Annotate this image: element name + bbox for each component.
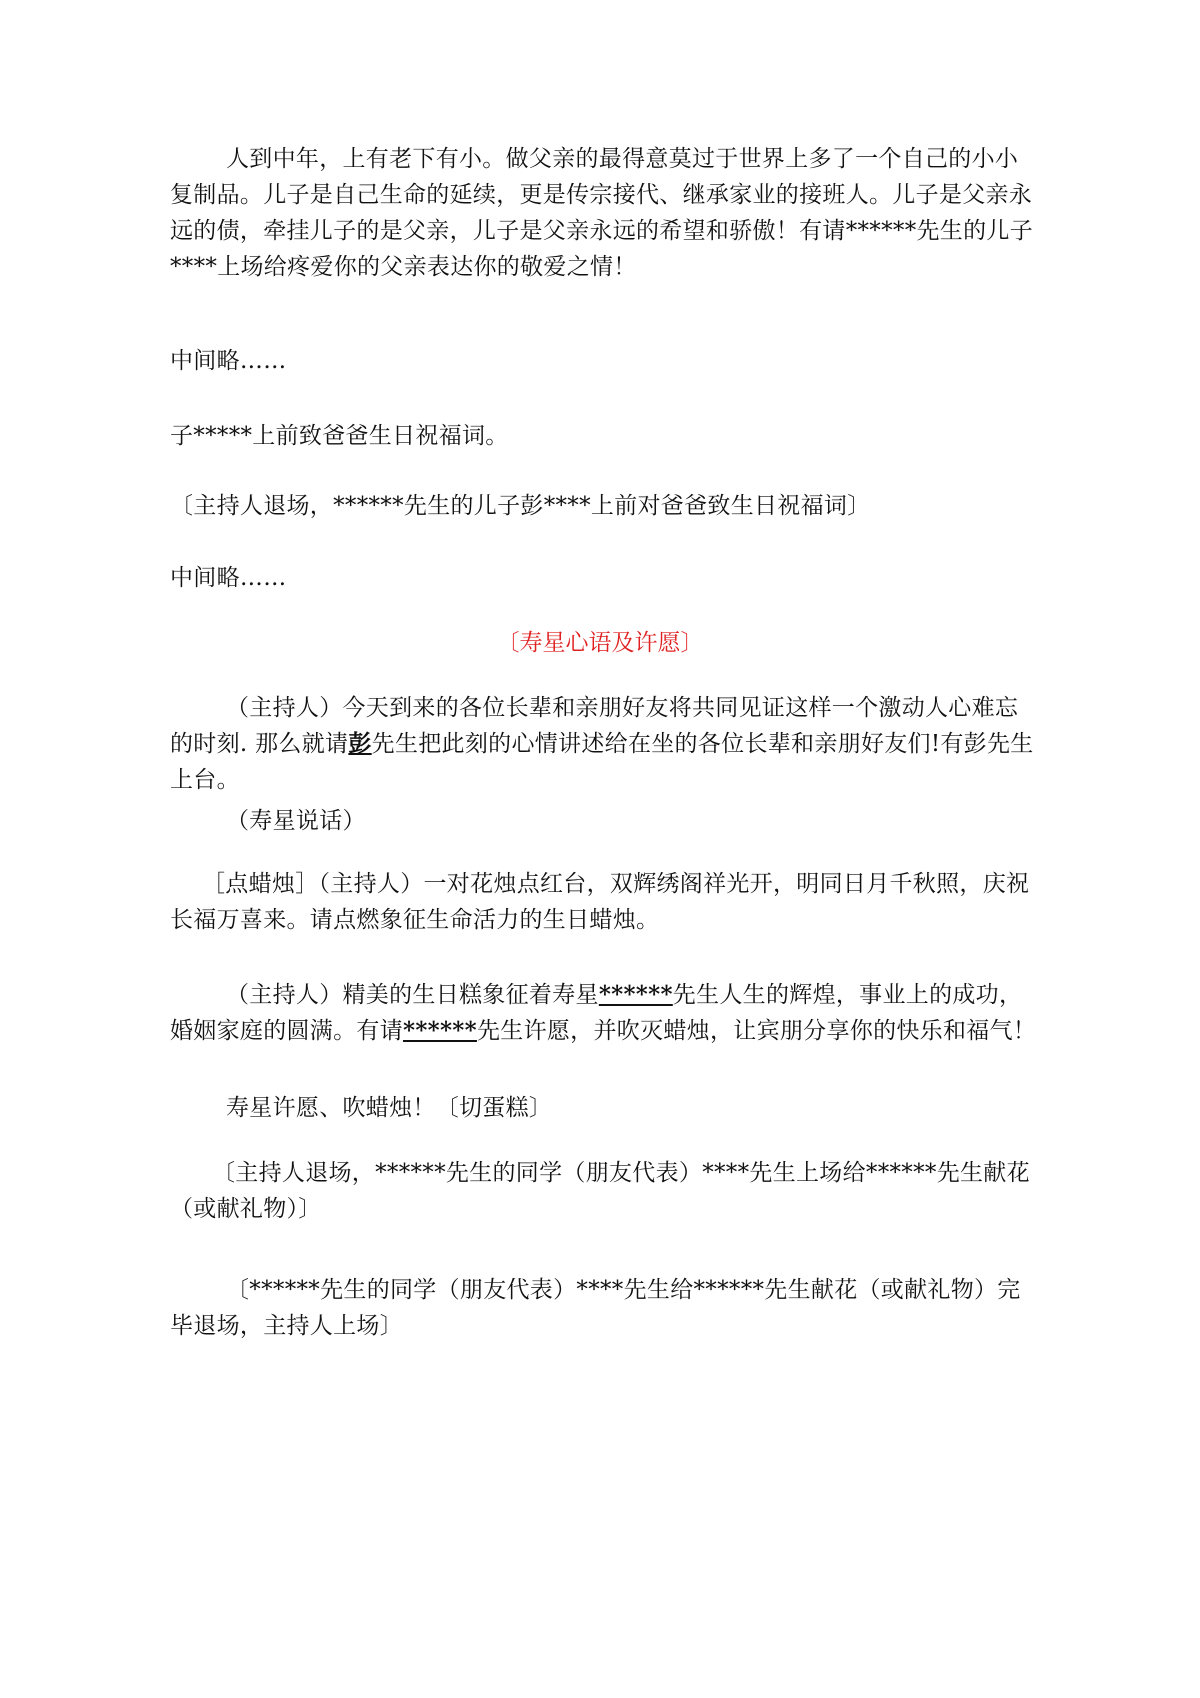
paragraph-birthday-speech: （寿星说话） bbox=[226, 808, 366, 834]
surname-emphasis: 彭 bbox=[348, 730, 372, 757]
host-invite-text-1: （主持人）今天到来的各位长辈和亲朋好友将共同见证这样一个激动人心难忘的时刻. 那么就请 bbox=[170, 695, 1019, 757]
host-invite-text-2: 先生把此刻的心情讲述给在坐的各位长辈和亲朋好友们!有彭先生上台。 bbox=[170, 731, 1034, 793]
paragraph-son-blessing: 子*****上前致爸爸生日祝福词。 bbox=[170, 423, 509, 449]
name-placeholder-2: ****** bbox=[403, 1017, 477, 1044]
paragraph-host-invite bbox=[170, 690, 1040, 798]
paragraph-friend-exit: 〔******先生的同学（朋友代表）****先生给******先生献花（或献礼物）完毕退场，主持人上场〕 bbox=[170, 1277, 1021, 1339]
cake-text-1: （主持人）精美的生日糕象征着寿星 bbox=[226, 982, 599, 1008]
paragraph-omitted-1: 中间略…… bbox=[170, 348, 287, 374]
paragraph-omitted-2: 中间略…… bbox=[170, 565, 287, 591]
paragraph-stage-direction-son: 〔主持人退场，******先生的儿子彭****上前对爸爸致生日祝福词〕 bbox=[170, 493, 871, 519]
paragraph-light-candles: ［点蜡烛］（主持人）一对花烛点红台，双辉绣阁祥光开，明同日月千秋照，庆祝长福万喜来。请点燃象征生命活力的生日蜡烛。 bbox=[170, 871, 1030, 933]
paragraph-friend-flowers: 〔主持人退场，******先生的同学（朋友代表）****先生上场给******先生献花（或献礼物）〕 bbox=[170, 1160, 1030, 1222]
cake-text-3: 先生许愿，并吹灭蜡烛，让宾朋分享你的快乐和福气！ bbox=[476, 1018, 1037, 1044]
paragraph-birthday-cake bbox=[170, 977, 1040, 1049]
cake-text-2: 先生人生的辉煌，事业上的成功，婚姻家庭的圆满。有请 bbox=[170, 982, 1023, 1044]
section-heading-birthday-wish: 〔寿星心语及许愿〕 bbox=[496, 630, 704, 656]
name-placeholder-1: ****** bbox=[598, 981, 673, 1008]
paragraph-make-wish: 寿星许愿、吹蜡烛！〔切蛋糕〕 bbox=[226, 1095, 553, 1121]
paragraph-father-son: 人到中年，上有老下有小。做父亲的最得意莫过于世界上多了一个自己的小小复制品。儿子是自己生命的延续，更是传宗接代、继承家业的接班人。儿子是父亲永远的债，牵挂儿子的是父亲，儿子是父亲永远的希望和骄傲！有请******先生的儿子****上场给疼爱你的父亲表达你的敬爱之情！ bbox=[170, 146, 1033, 280]
